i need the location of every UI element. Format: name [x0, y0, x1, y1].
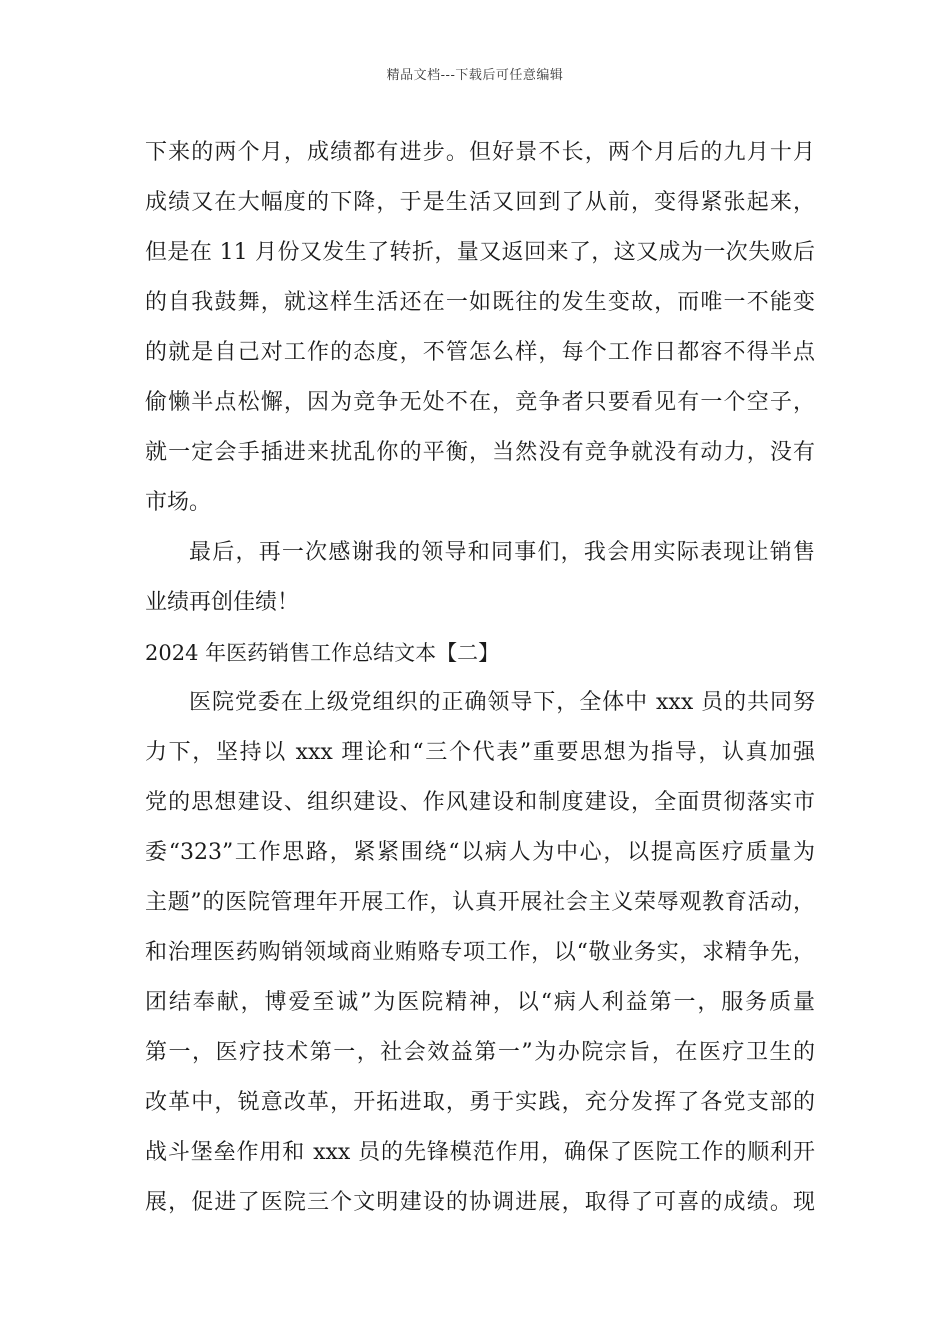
- text-line: 改革中，锐意改革，开拓进取，勇于实践，充分发挥了各党支部的: [145, 1090, 815, 1115]
- text-line: 的就是自己对工作的态度，不管怎么样，每个工作日都容不得半点: [145, 340, 815, 365]
- text-line: 主题”的医院管理年开展工作，认真开展社会主义荣辱观教育活动，: [145, 890, 815, 915]
- text-line: 展，促进了医院三个文明建设的协调进展，取得了可喜的成绩。现: [145, 1190, 815, 1215]
- text-line: 成绩又在大幅度的下降，于是生活又回到了从前，变得紧张起来，: [145, 190, 815, 215]
- section-heading: 2024 年医药销售工作总结文本【二】: [145, 641, 500, 665]
- text-line: 医院党委在上级党组织的正确领导下，全体中 xxx 员的共同努: [189, 690, 815, 715]
- text-line: 团结奉献，博爱至诚”为医院精神，以“病人利益第一，服务质量: [145, 990, 815, 1015]
- text-line: 但是在 11 月份又发生了转折，量又返回来了，这又成为一次失败后: [145, 240, 815, 265]
- document-body: [145, 128, 815, 1228]
- page-header: 精品文档---下载后可任意编辑: [386, 68, 564, 83]
- text-line: 和治理医药购销领域商业贿赂专项工作，以“敬业务实，求精争先，: [145, 940, 815, 965]
- text-line: 战斗堡垒作用和 xxx 员的先锋模范作用，确保了医院工作的顺利开: [145, 1140, 815, 1165]
- text-line: 第一，医疗技术第一，社会效益第一”为办院宗旨，在医疗卫生的: [145, 1040, 815, 1065]
- text-line: 力下，坚持以 xxx 理论和“三个代表”重要思想为指导，认真加强: [145, 740, 815, 765]
- text-line: 下来的两个月，成绩都有进步。但好景不长，两个月后的九月十月: [145, 140, 815, 165]
- text-line: 的自我鼓舞，就这样生活还在一如既往的发生变故，而唯一不能变: [145, 290, 815, 315]
- text-line: 偷懒半点松懈，因为竞争无处不在，竞争者只要看见有一个空子，: [145, 390, 815, 415]
- text-line: 业绩再创佳绩！: [145, 590, 300, 615]
- text-line: 委“323”工作思路，紧紧围绕“以病人为中心，以提高医疗质量为: [145, 840, 815, 865]
- text-line: 最后，再一次感谢我的领导和同事们，我会用实际表现让销售: [189, 540, 815, 565]
- text-line: 就一定会手插进来扰乱你的平衡，当然没有竞争就没有动力，没有: [145, 440, 815, 465]
- text-line: 党的思想建设、组织建设、作风建设和制度建设，全面贯彻落实市: [145, 790, 815, 815]
- text-line: 市场。: [145, 490, 212, 515]
